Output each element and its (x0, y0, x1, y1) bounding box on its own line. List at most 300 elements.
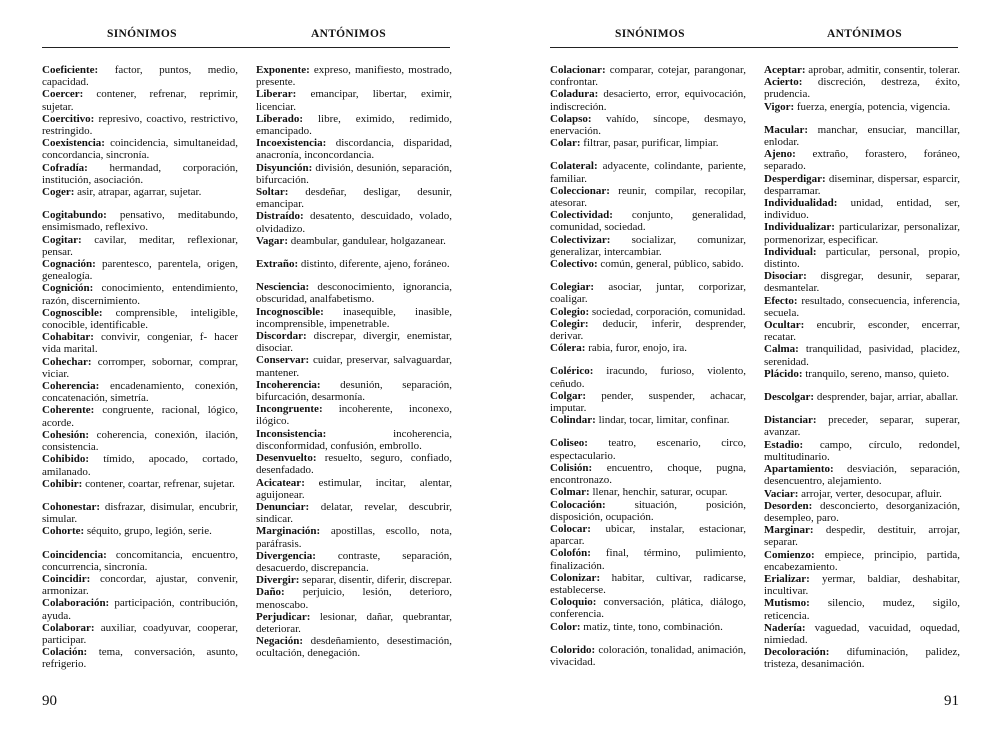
entry-definition: congruente, racional, lógico, acorde. (42, 404, 238, 429)
dictionary-entry (550, 281, 746, 305)
dictionary-entry (550, 462, 746, 486)
entry-definition: contener, coartar, refrenar, sujetar. (85, 477, 235, 490)
entry-term: Colonizar: (550, 571, 601, 584)
entry-definition: arrojar, verter, desocupar, afluir. (801, 487, 942, 500)
entry-term: Colegir: (550, 317, 589, 330)
entry-definition: concomitancia, encuentro, concurrencia, sincronía. (42, 548, 238, 573)
entry-term: Colaboración: (42, 597, 110, 610)
entry-term: Liberar: (256, 88, 297, 101)
header-rule (42, 47, 450, 48)
entry-term: Disociar: (764, 270, 807, 283)
dictionary-entry (764, 197, 960, 221)
entry-spacer (764, 403, 960, 414)
synonyms-column (550, 64, 746, 668)
entry-term: Negación: (256, 635, 304, 648)
entry-definition: comparar, cotejar, parangonar, confrontar. (550, 64, 747, 89)
dictionary-entry (764, 414, 960, 438)
entry-term: Colofón: (550, 547, 591, 560)
entry-definition: cavilar, meditar, reflexionar, pensar. (42, 233, 238, 258)
dictionary-entry (764, 439, 960, 463)
dictionary-entry (42, 549, 238, 573)
dictionary-entry (256, 210, 452, 234)
entry-term: Conservar: (256, 354, 310, 367)
entry-definition: lindar, tocar, limitar, confinar. (598, 414, 730, 427)
dictionary-entry (764, 319, 960, 343)
dictionary-entry (550, 572, 746, 596)
entry-spacer (764, 113, 960, 124)
entry-definition: desconcierto, desorganización, desempleo, paro. (764, 499, 961, 524)
column-header-antonimos: ANTÓNIMOS (827, 28, 902, 40)
entry-definition: asociar, juntar, corporizar, coaligar. (550, 281, 746, 306)
entry-definition: vahído, síncope, desmayo, enervación. (550, 112, 746, 138)
dictionary-entry (764, 368, 960, 380)
dictionary-entry (256, 550, 452, 574)
entry-term: Colisión: (550, 461, 593, 474)
entry-definition: deducir, inferir, desprender, derivar. (550, 317, 746, 343)
dictionary-entry (764, 246, 960, 270)
entry-term: Colateral: (550, 160, 598, 173)
entry-definition: pender, suspender, achacar, imputar. (550, 389, 747, 415)
entry-definition: libre, eximido, redimido, emancipado. (256, 112, 452, 138)
entry-definition: conversación, plática, diálogo, conferencia. (550, 596, 747, 621)
entry-term: Macular: (764, 123, 808, 136)
dictionary-entry (42, 162, 238, 186)
entry-term: Daño: (256, 586, 285, 599)
dictionary-entry (42, 137, 238, 161)
entry-term: Colocación: (550, 498, 606, 511)
entry-term: Colectivo: (550, 258, 598, 271)
dictionary-entry (256, 88, 452, 112)
entry-definition: tema, conversación, asunto, refrigerio. (42, 646, 238, 671)
entry-definition: despedir, destituir, arrojar, separar. (764, 524, 961, 549)
dictionary-entry (42, 64, 238, 88)
entry-definition: silencio, mudez, sigilo, reticencia. (764, 597, 961, 622)
entry-definition: tranquilo, sereno, manso, quieto. (805, 367, 950, 380)
dictionary-entry (550, 547, 746, 571)
entry-definition: auxiliar, coadyuvar, cooperar, participar. (42, 621, 239, 646)
dictionary-entry (256, 379, 452, 403)
dictionary-entry (256, 64, 452, 88)
entry-definition: contener, refrenar, reprimir, sujetar. (42, 88, 238, 113)
dictionary-entry (550, 137, 746, 149)
entry-term: Incoherencia: (256, 378, 321, 391)
dictionary-entry (256, 428, 452, 452)
entry-term: Mutismo: (764, 597, 810, 610)
dictionary-entry (764, 221, 960, 245)
entry-definition: concordar, ajustar, convenir, armonizar. (42, 572, 238, 598)
dictionary-entry (256, 258, 452, 270)
dictionary-entry (42, 597, 238, 621)
dictionary-entry (42, 209, 238, 233)
entry-term: Inconsistencia: (256, 427, 327, 440)
entry-definition: asir, atrapar, agarrar, sujetar. (77, 186, 202, 199)
entry-term: Colorido: (550, 643, 596, 656)
entry-term: Soltar: (256, 186, 289, 199)
entry-term: Colectivizar: (550, 233, 611, 246)
dictionary-entry (256, 477, 452, 501)
column-header-sinonimos: SINÓNIMOS (107, 28, 177, 40)
entry-definition: llenar, henchir, saturar, ocupar. (592, 486, 728, 499)
entry-definition: final, término, pulimiento, finalización. (550, 547, 746, 572)
entry-term: Divergir: (256, 574, 300, 587)
entry-definition: apostillas, escollo, nota, paráfrasis. (256, 525, 452, 550)
entry-definition: perjuicio, lesión, deterioro, menoscabo. (256, 586, 453, 611)
entry-term: Cohonestar: (42, 500, 101, 513)
entry-definition: comprensible, inteligible, conocible, identificable. (42, 306, 238, 332)
entry-spacer (550, 633, 746, 644)
entry-term: Incoexistencia: (256, 137, 327, 150)
entry-definition: unidad, entidad, ser, individuo. (764, 197, 961, 222)
entry-definition: encubrir, esconder, encerrar, recatar. (764, 319, 960, 344)
entry-definition: factor, puntos, medio, capacidad. (42, 64, 238, 89)
antonyms-column (764, 64, 960, 671)
entry-definition: rabia, furor, enojo, ira. (588, 342, 688, 355)
dictionary-entry (764, 646, 960, 670)
antonyms-column (256, 64, 452, 660)
dictionary-entry (42, 525, 238, 537)
entry-definition: ubicar, instalar, estacionar, aparcar. (550, 522, 746, 548)
entry-term: Disyunción: (256, 161, 313, 174)
entry-definition: yermar, baldiar, deshabitar, incultivar. (764, 572, 961, 598)
entry-term: Erializar: (764, 572, 810, 585)
entry-term: Aceptar: (764, 64, 806, 76)
entry-term: Colegiar: (550, 281, 594, 294)
entry-definition: estimular, incitar, alentar, aguijonear. (256, 476, 452, 501)
entry-definition: empiece, principio, partida, encabezamiento. (764, 548, 960, 573)
entry-term: Desenvuelto: (256, 452, 317, 465)
entry-definition: tímido, apocado, cortado, amilanado. (42, 453, 239, 478)
dictionary-entry (550, 234, 746, 258)
dictionary-entry (550, 596, 746, 620)
entry-definition: desviación, separación, desencuentro, alejamiento. (764, 463, 960, 488)
entry-spacer (42, 198, 238, 209)
entry-term: Cohibir: (42, 477, 83, 490)
dictionary-entry (550, 644, 746, 668)
dictionary-entry (256, 306, 452, 330)
entry-definition: resultado, consecuencia, inferencia, secuela. (764, 294, 961, 319)
dictionary-entry (550, 523, 746, 547)
entry-term: Colindar: (550, 414, 596, 427)
dictionary-entry (550, 342, 746, 354)
dictionary-entry (550, 414, 746, 426)
entry-term: Divergencia: (256, 549, 316, 562)
dictionary-entry (42, 404, 238, 428)
entry-definition: conocimiento, entendimiento, razón, discernimiento. (42, 282, 238, 307)
entry-term: Coger: (42, 186, 75, 199)
page-number: 90 (42, 693, 57, 709)
dictionary-entry (764, 148, 960, 172)
entry-term: Colar: (550, 137, 581, 150)
entry-term: Vigor: (764, 100, 795, 113)
dictionary-entry (764, 173, 960, 197)
entry-term: Vaciar: (764, 487, 799, 500)
dictionary-entry (256, 330, 452, 354)
entry-term: Coincidir: (42, 572, 91, 585)
dictionary-entry (550, 160, 746, 184)
entry-definition: corromper, sobornar, comprar, viciar. (42, 355, 239, 380)
entry-spacer (550, 354, 746, 365)
dictionary-entry (764, 549, 960, 573)
entry-definition: conjunto, generalidad, comunidad, sociedad. (550, 209, 746, 234)
dictionary-entry (256, 525, 452, 549)
entry-definition: contraste, separación, desacuerdo, discrepancia. (256, 549, 453, 574)
entry-definition: aprobar, admitir, consentir, tolerar. (808, 64, 961, 76)
entry-term: Coherente: (42, 404, 95, 417)
entry-term: Coincidencia: (42, 548, 107, 561)
entry-definition: difuminación, palidez, tristeza, desanimación. (764, 646, 960, 671)
entry-term: Descolgar: (764, 391, 815, 404)
entry-definition: discreción, destreza, éxito, prudencia. (764, 76, 960, 101)
entry-definition: matiz, tinte, tono, combinación. (583, 620, 723, 633)
entry-term: Distanciar: (764, 414, 817, 427)
dictionary-entry (42, 186, 238, 198)
dictionary-entry (764, 622, 960, 646)
entry-definition: adyacente, colindante, pariente, familiar. (550, 160, 746, 185)
entry-spacer (550, 149, 746, 160)
dictionary-entry (550, 113, 746, 137)
dictionary-entry (764, 295, 960, 319)
entry-term: Calma: (764, 343, 799, 356)
dictionary-entry (42, 234, 238, 258)
dictionary-entry (550, 365, 746, 389)
dictionary-entry (764, 500, 960, 524)
entry-term: Coexistencia: (42, 137, 105, 150)
entry-term: Extraño: (256, 258, 299, 271)
entry-definition: discordancia, disparidad, anacronía, inconcordancia. (256, 137, 453, 162)
entry-definition: diseminar, dispersar, esparcir, desparramar. (764, 172, 961, 197)
entry-term: Efecto: (764, 294, 798, 307)
entry-term: Decoloración: (764, 646, 830, 659)
dictionary-entry (256, 586, 452, 610)
entry-term: Individual: (764, 245, 817, 258)
dictionary-entry (256, 113, 452, 137)
entry-definition: desconocimiento, ignorancia, obscuridad, analfabetismo. (256, 281, 452, 306)
entry-definition: extraño, forastero, foráneo, separado. (764, 148, 960, 173)
dictionary-entry (764, 64, 960, 76)
dictionary-entry (764, 343, 960, 367)
dictionary-entry (42, 113, 238, 137)
dictionary-entry (550, 621, 746, 633)
dictionary-entry (764, 597, 960, 621)
dictionary-entry (550, 258, 746, 270)
entry-definition: fuerza, energía, potencia, vigencia. (796, 100, 951, 113)
entry-term: Perjudicar: (256, 610, 311, 623)
entry-definition: represivo, coactivo, restrictivo, restringido. (42, 112, 238, 138)
entry-term: Plácido: (764, 367, 803, 380)
entry-term: Ajeno: (764, 148, 796, 161)
dictionary-entry (42, 258, 238, 282)
entry-term: Comienzo: (764, 548, 815, 561)
dictionary-entry (256, 281, 452, 305)
page-number: 91 (944, 693, 959, 709)
entry-term: Vagar: (256, 234, 288, 247)
dictionary-entry (256, 635, 452, 659)
entry-definition: encuentro, choque, pugna, encontronazo. (550, 461, 746, 487)
entry-term: Cofradía: (42, 161, 88, 174)
dictionary-entry (256, 186, 452, 210)
dictionary-entry (256, 403, 452, 427)
entry-definition: disgregar, desunir, separar, desmantelar. (764, 270, 960, 295)
page-91 (500, 0, 1000, 731)
dictionary-entry (256, 452, 452, 476)
entry-definition: delatar, revelar, descubrir, sindicar. (256, 500, 453, 526)
dictionary-entry (550, 306, 746, 318)
entry-term: Incognoscible: (256, 305, 324, 318)
entry-term: Colegio: (550, 305, 590, 318)
entry-term: Cólera: (550, 342, 586, 355)
entry-term: Acierto: (764, 76, 803, 89)
entry-term: Colapso: (550, 112, 592, 125)
dictionary-entry (550, 209, 746, 233)
dictionary-entry (550, 64, 746, 88)
entry-term: Marginar: (764, 524, 814, 537)
dictionary-entry (550, 88, 746, 112)
dictionary-entry (256, 162, 452, 186)
entry-definition: parentesco, parentela, origen, genealogía. (42, 258, 239, 283)
entry-definition: particular, personal, propio, distinto. (764, 245, 960, 271)
entry-term: Discordar: (256, 330, 307, 343)
entry-definition: deambular, gandulear, holgazanear. (290, 234, 446, 247)
dictionary-entry (764, 101, 960, 113)
entry-term: Coliseo: (550, 437, 588, 450)
entry-definition: expreso, manifiesto, mostrado, presente. (256, 64, 452, 89)
entry-spacer (42, 538, 238, 549)
entry-definition: emancipar, libertar, eximir, licenciar. (256, 88, 452, 113)
entry-definition: coloración, tonalidad, animación, vivacidad. (550, 643, 747, 668)
entry-term: Denunciar: (256, 500, 310, 513)
dictionary-entry (42, 282, 238, 306)
dictionary-entry (764, 488, 960, 500)
dictionary-entry (764, 573, 960, 597)
entry-term: Desperdigar: (764, 172, 826, 185)
entry-definition: incoherente, inconexo, ilógico. (256, 403, 452, 428)
dictionary-entry (42, 646, 238, 670)
entry-definition: participación, contribución, ayuda. (42, 597, 238, 622)
dictionary-entry (42, 478, 238, 490)
entry-definition: coherencia, conexión, ilación, consistencia. (42, 428, 239, 454)
entry-term: Estadio: (764, 438, 804, 451)
entry-definition: desdeñar, desligar, desunir, emancipar. (256, 186, 452, 211)
entry-term: Color: (550, 620, 581, 633)
entry-definition: sociedad, corporación, comunidad. (591, 305, 746, 318)
dictionary-entry (42, 429, 238, 453)
entry-spacer (764, 380, 960, 391)
entry-term: Cohechar: (42, 355, 92, 368)
entry-definition: manchar, ensuciar, mancillar, enlodar. (764, 123, 961, 149)
entry-definition: tranquilidad, pasividad, placidez, serenidad. (764, 343, 961, 368)
entry-definition: hermandad, corporación, institución, asociación. (42, 161, 238, 186)
dictionary-entry (42, 380, 238, 404)
entry-definition: desunión, separación, bifurcación, desarmonía. (256, 378, 453, 404)
entry-spacer (550, 426, 746, 437)
dictionary-entry (550, 185, 746, 209)
entry-definition: separar, disentir, diferir, discrepar. (302, 574, 452, 587)
entry-term: Colmar: (550, 486, 590, 499)
entry-term: Cohabitar: (42, 331, 94, 344)
entry-term: Coherencia: (42, 380, 100, 393)
entry-definition: convivir, congeniar, f- hacer vida marital. (42, 331, 239, 356)
column-header-sinonimos: SINÓNIMOS (615, 28, 685, 40)
entry-spacer (256, 270, 452, 281)
dictionary-entry (550, 499, 746, 523)
entry-definition: teatro, escenario, circo, espectaculario. (550, 437, 746, 462)
entry-spacer (42, 490, 238, 501)
entry-definition: campo, círculo, redondel, multitudinario. (764, 438, 960, 463)
entry-definition: incoherencia, disconformidad, confusión, embrollo. (256, 427, 452, 452)
synonyms-column (42, 64, 238, 671)
entry-definition: particularizar, personalizar, pormenorizar, especificar. (764, 221, 960, 246)
entry-term: Colación: (42, 646, 88, 659)
entry-definition: desacierto, error, equivocación, indiscreción. (550, 88, 746, 113)
header-rule (550, 47, 958, 48)
entry-definition: séquito, grupo, legión, serie. (86, 525, 212, 538)
entry-term: Cogitar: (42, 233, 82, 246)
entry-definition: vaguedad, vacuidad, oquedad, nimiedad. (764, 621, 960, 646)
entry-term: Colacionar: (550, 64, 606, 76)
entry-definition: preceder, separar, superar, avanzar. (764, 414, 960, 439)
entry-term: Coercitivo: (42, 112, 95, 125)
entry-term: Cogitabundo: (42, 209, 107, 222)
dictionary-entry (256, 235, 452, 247)
dictionary-entry (764, 524, 960, 548)
dictionary-entry (256, 574, 452, 586)
entry-term: Cohesión: (42, 428, 90, 441)
entry-term: Cognación: (42, 258, 96, 271)
entry-term: Coloquio: (550, 596, 597, 609)
entry-term: Cognoscible: (42, 306, 103, 319)
entry-definition: pensativo, meditabundo, ensimismado, reflexivo. (42, 209, 239, 234)
entry-definition: lesionar, dañar, quebrantar, deteriorar. (256, 610, 452, 635)
entry-term: Ocultar: (764, 319, 805, 332)
entry-term: Liberado: (256, 112, 304, 125)
entry-term: Coercer: (42, 88, 84, 101)
entry-definition: iracundo, furioso, violento, ceñudo. (550, 365, 746, 390)
dictionary-entry (764, 391, 960, 403)
dictionary-entry (764, 76, 960, 100)
entry-definition: división, desunión, separación, bifurcación. (256, 161, 453, 186)
entry-term: Nesciencia: (256, 281, 310, 294)
entry-definition: reunir, compilar, recopilar, atesorar. (550, 184, 746, 210)
entry-term: Distraído: (256, 210, 304, 223)
entry-term: Coeficiente: (42, 64, 99, 76)
dictionary-entry (550, 437, 746, 461)
entry-term: Colocar: (550, 522, 591, 535)
entry-definition: disfrazar, disimular, encubrir, simular. (42, 500, 238, 526)
dictionary-entry (550, 318, 746, 342)
entry-term: Cohorte: (42, 525, 85, 538)
dictionary-entry (42, 573, 238, 597)
entry-term: Desorden: (764, 499, 813, 512)
entry-definition: distinto, diferente, ajeno, foráneo. (300, 258, 450, 271)
entry-term: Marginación: (256, 525, 321, 538)
entry-definition: socializar, comunizar, generalizar, intercambiar. (550, 233, 746, 258)
dictionary-entry (764, 270, 960, 294)
entry-term: Exponente: (256, 64, 310, 76)
dictionary-entry (764, 463, 960, 487)
entry-spacer (256, 247, 452, 258)
entry-term: Colectividad: (550, 209, 613, 222)
entry-term: Coladura: (550, 88, 599, 101)
dictionary-entry (256, 611, 452, 635)
entry-term: Colaborar: (42, 621, 95, 634)
entry-term: Acicatear: (256, 476, 305, 489)
entry-definition: situación, posición, disposición, ocupación. (550, 498, 746, 523)
entry-spacer (550, 270, 746, 281)
dictionary-entry (550, 486, 746, 498)
dictionary-entry (764, 124, 960, 148)
entry-term: Colérico: (550, 365, 594, 378)
dictionary-entry (42, 88, 238, 112)
